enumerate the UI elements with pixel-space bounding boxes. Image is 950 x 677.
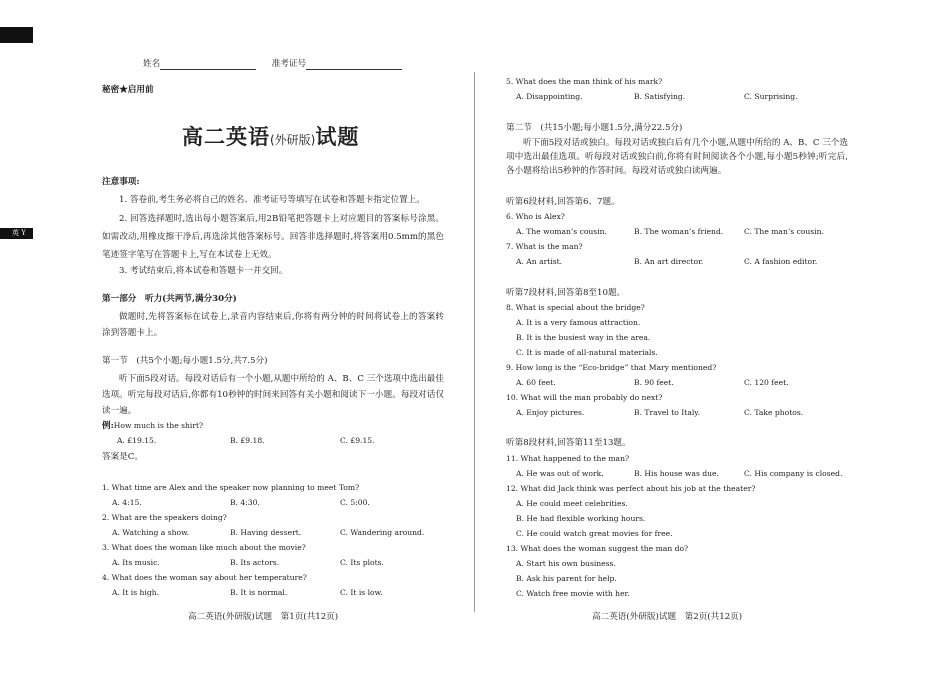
option-a: A. Watching a show. [112, 528, 190, 537]
name-label: 姓名 [143, 59, 161, 69]
part1-heading: 第一部分 听力(共两节,满分30分) [102, 294, 237, 304]
exam-no-blank [306, 60, 402, 70]
name-blank [160, 60, 256, 70]
side-tab: 英 Y [0, 228, 33, 239]
option-c: C. 120 feet. [744, 378, 789, 387]
option-b: B. An art director. [634, 257, 704, 266]
option-b: B. Satisfying. [634, 92, 686, 101]
option-a: A. Disappointing. [516, 92, 583, 101]
question-8-option-a: A. It is a very famous attraction. [516, 318, 641, 327]
title-sub: (外研版) [270, 133, 316, 147]
option-c: C. Take photos. [744, 408, 804, 417]
option-c: C. 5:00. [340, 498, 370, 507]
option-c: C. £9.15. [340, 436, 375, 445]
question-4: 4. What does the woman say about her temperature? [102, 573, 307, 582]
part1-intro: 做题时,先将答案标在试卷上,录音内容结束后,你将有两分钟的时间将试卷上的答案转涂到答题卡上。 [102, 312, 444, 338]
question-1: 1. What time are Alex and the speaker now planning to meet Tom? [102, 483, 360, 492]
option-b: B. It is normal. [230, 588, 288, 597]
question-6: 6. Who is Alex? [506, 212, 565, 221]
note-2: 2. 回答选择题时,选出每小题答案后,用2B铅笔把答题卡上对应题目的答案标号涂黑。如需改动,用橡皮擦干净后,再选涂其他答案标号。回答非选择题时,将答案用0.5mm的黑色笔迹签字笔写在答题卡上,写在本试卷上无效。 [102, 214, 444, 260]
title-main-1: 高二英语 [182, 125, 270, 149]
question-12: 12. What did Jack think was perfect about his job at the theater? [506, 484, 756, 493]
question-8-option-b: B. It is the busiest way in the area. [516, 333, 651, 342]
option-c: C. His company is closed. [744, 469, 843, 478]
option-b: B. Its actors. [230, 558, 280, 567]
page-footer-left: 高二英语(外研版)试题 第1页(共12页) [188, 612, 339, 622]
title-main-2: 试题 [315, 125, 360, 149]
note-3: 3. 考试结束后,将本试卷和答题卡一并交回。 [119, 266, 288, 276]
corner-mark [0, 27, 33, 43]
question-13: 13. What does the woman suggest the man do? [506, 544, 689, 553]
notes-heading: 注意事项: [102, 177, 140, 187]
question-10: 10. What will the man probably do next? [506, 393, 663, 402]
question-12-option-a: A. He could meet celebrities. [516, 499, 628, 508]
example-question [102, 421, 203, 431]
option-a: A. 4:15. [112, 498, 142, 507]
option-a: A. He was out of work. [516, 469, 604, 478]
option-a: A. Its music. [112, 558, 160, 567]
section1-intro: 听下面5段对话。每段对话后有一个小题,从题中所给的 A、B、C 三个选项中选出最佳选项。听完每段对话后,你都有10秒钟的时间来回答有关小题和阅读下一小题。每段对话仅读一遍。 [102, 374, 444, 416]
note-1: 1. 答卷前,考生务必将自己的姓名、准考证号等填写在试卷和答题卡指定位置上。 [119, 195, 425, 205]
option-b: B. His house was due. [634, 469, 719, 478]
section1-heading: 第一节 (共5个小题;每小题1.5分,共7.5分) [102, 356, 268, 366]
option-c: C. Surprising. [744, 92, 798, 101]
option-c: C. A fashion editor. [744, 257, 818, 266]
option-c: C. The man’s cousin. [744, 227, 824, 236]
question-12-option-c: C. He could watch great movies for free. [516, 529, 673, 538]
question-13-option-a: A. Start his own business. [516, 559, 616, 568]
option-a: A. Enjoy pictures. [516, 408, 585, 417]
option-b: B. 4:30. [230, 498, 260, 507]
page-divider [474, 72, 475, 612]
example-label: 例: [102, 421, 114, 431]
option-a: A. The woman’s cousin. [516, 227, 607, 236]
option-b: B. Having dessert. [230, 528, 302, 537]
option-c: C. Its plots. [340, 558, 384, 567]
option-a: A. 60 feet. [516, 378, 556, 387]
question-2: 2. What are the speakers doing? [102, 513, 227, 522]
question-11: 11. What happened to the man? [506, 454, 630, 463]
question-12-option-b: B. He had flexible working hours. [516, 514, 646, 523]
question-8: 8. What is special about the bridge? [506, 303, 645, 312]
secret-label: 秘密★启用前 [102, 85, 154, 95]
question-7: 7. What is the man? [506, 242, 583, 251]
material-6-heading: 听第6段材料,回答第6、7题。 [506, 197, 620, 207]
example-q: How much is the shirt? [113, 421, 204, 430]
question-8-option-c: C. It is made of all-natural materials. [516, 348, 658, 357]
option-b: B. £9.18. [230, 436, 265, 445]
question-3: 3. What does the woman like much about the movie? [102, 543, 306, 552]
material-7-heading: 听第7段材料,回答第8至10题。 [506, 288, 626, 298]
section2-intro: 听下面5段对话或独白。每段对话或独白后有几个小题,从题中所给的 A、B、C 三个选项中选出最佳选项。听每段对话或独白前,你将有时间阅读各个小题,每小题5秒钟;听完后,各小题将给出5秒钟的作答时间。每段对话或独白读两遍。 [506, 138, 848, 176]
name-field [143, 58, 402, 70]
question-5: 5. What does the man think of his mark? [506, 77, 663, 86]
question-13-option-b: B. Ask his parent for help. [516, 574, 617, 583]
page-footer-right: 高二英语(外研版)试题 第2页(共12页) [592, 612, 743, 622]
option-a: A. It is high. [112, 588, 160, 597]
option-a: A. £19.15. [117, 436, 157, 445]
section2-heading: 第二节 (共15小题;每小题1.5分,满分22.5分) [506, 123, 683, 133]
option-c: C. Wandering around. [340, 528, 425, 537]
exam-no-label: 准考证号 [271, 59, 307, 69]
question-9: 9. How long is the “Eco-bridge” that Mary mentioned? [506, 363, 717, 372]
material-8-heading: 听第8段材料,回答第11至13题。 [506, 438, 631, 448]
option-b: B. Travel to Italy. [634, 408, 700, 417]
option-c: C. It is low. [340, 588, 383, 597]
option-a: A. An artist. [516, 257, 563, 266]
question-13-option-c: C. Watch free movie with her. [516, 589, 630, 598]
option-b: B. The woman’s friend. [634, 227, 724, 236]
option-b: B. 90 feet. [634, 378, 674, 387]
example-answer: 答案是C。 [102, 452, 143, 462]
page-title [182, 121, 359, 151]
